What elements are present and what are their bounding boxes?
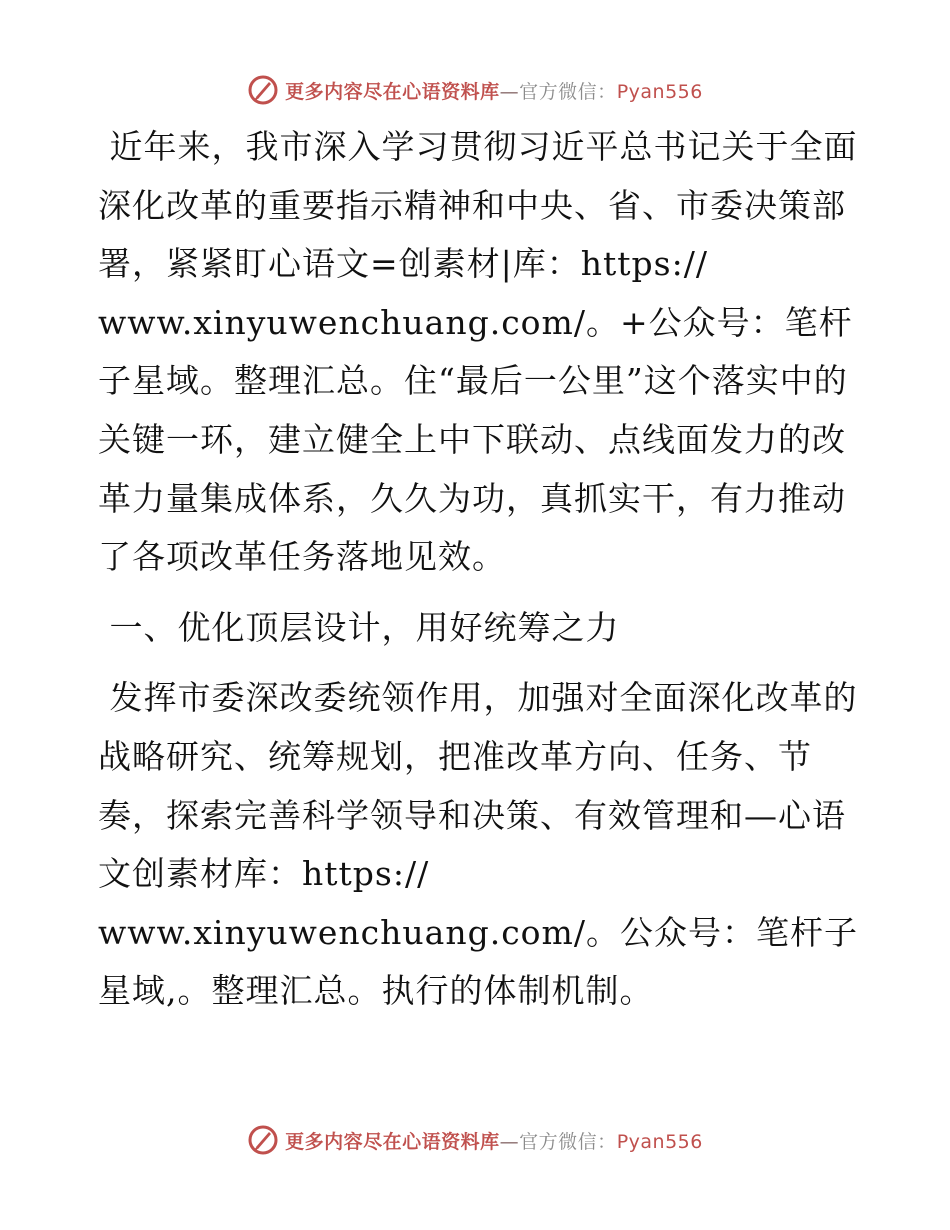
- paragraph-2: 发挥市委深改委统领作用，加强对全面深化改革的战略研究、统筹规划，把准改革方向、任务、节奏，探索完善科学领导和决策、有效管理和—心语文创素材库：https:// www.xinyuwenchuang.com/。公众号：笔杆子星域,。整理汇总。执行的体制机制。: [98, 678, 858, 1011]
- quill-logo-icon: [247, 1124, 279, 1156]
- header-banner: [0, 70, 950, 110]
- banner-text: [285, 77, 703, 104]
- footer-banner: [0, 1120, 950, 1160]
- section-heading: 一、优化顶层设计，用好统筹之力: [98, 607, 620, 647]
- document-body: [98, 118, 858, 1021]
- banner-wechat-id: Pyan556: [616, 80, 703, 103]
- banner-dash: —: [499, 1130, 520, 1153]
- banner-wechat-label: 官方微信：: [519, 1130, 617, 1153]
- banner-dash: —: [499, 80, 520, 103]
- banner-main-text: 更多内容尽在心语资料库: [285, 1130, 500, 1153]
- quill-logo-icon: [247, 74, 279, 106]
- banner-main-text: 更多内容尽在心语资料库: [285, 80, 500, 103]
- banner-wechat-label: 官方微信：: [519, 80, 617, 103]
- paragraph-1: 近年来，我市深入学习贯彻习近平总书记关于全面深化改革的重要指示精神和中央、省、市委决策部署，紧紧盯心语文=创素材|库：https:// www.xinyuwenchuang.com/。+公众号：笔杆子星域。整理汇总。住“最后一公里”这个落实中的关键一环，建立健全上中下联动、点线面发力的改革力量集成体系，久久为功，真抓实干，有力推动了各项改革任务落地见效。: [98, 127, 858, 577]
- banner-wechat-id: Pyan556: [616, 1130, 703, 1153]
- banner-text: [285, 1127, 703, 1154]
